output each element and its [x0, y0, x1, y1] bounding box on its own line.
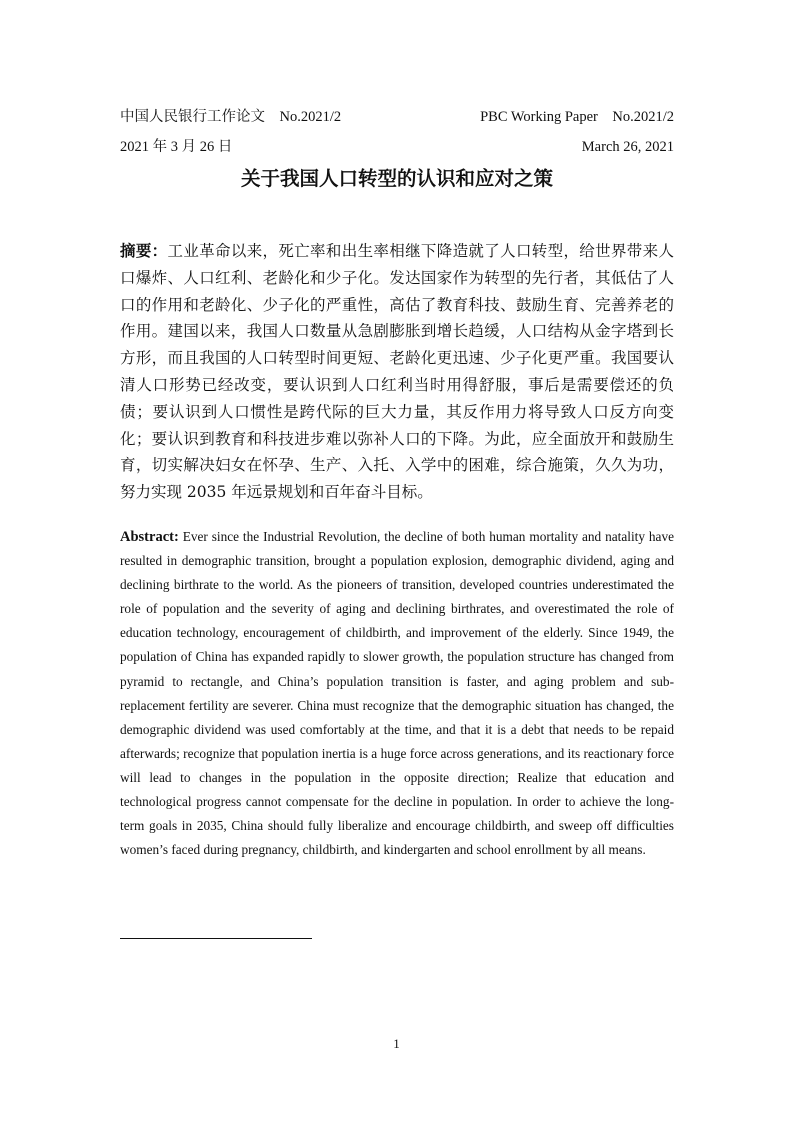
- page-number: 1: [393, 1036, 400, 1051]
- abstract-en: [120, 525, 674, 862]
- series-label-en: PBC Working Paper No.2021/2: [480, 109, 674, 125]
- paper-title: 关于我国人口转型的认识和应对之策: [240, 167, 553, 190]
- abstract-en-text: Ever since the Industrial Revolution, the decline of both human mortality and natality have resulted in demographic transition, brought a population explosion, demographic dividend, aging and declining birthrate to the world. As the pioneers of transition, developed countries underestimated the role of population and the severity of aging and declining birthrates, and overestimated the role of education technology, encouragement of childbirth, and improvement of the elderly. Since 1949, the population of China has expanded rapidly to slower growth, the population structure has changed from pyramid to rectangle, and China’s population transition is faster, and aging problem and sub-replacement fertility are severer. China must recognize that the demographic situation has changed, the demographic dividend was used comfortably at the time, and that it is a debt that needs to be repaid afterwards; recognize that population inertia is a huge force across generations, and its reactionary force will lead to changes in the population in the opposite direction; Realize that education and technological progress cannot compensate for the decline in population. In order to achieve the long-term goals in 2035, China should fully liberalize and encourage childbirth, and sweep off difficulties women’s faced during pregnancy, childbirth, and kindergarten and school enrollment by all means.: [120, 529, 674, 858]
- abstract-cn-text: 工业革命以来，死亡率和出生率相继下降造就了人口转型，给世界带来人口爆炸、人口红利、老龄化和少子化。发达国家作为转型的先行者，其低估了人口的作用和老龄化、少子化的严重性，高估了教育科技、鼓励生育、完善养老的作用。建国以来，我国人口数量从急剧膨胀到增长趋缓，人口结构从金字塔到长方形，而且我国的人口转型时间更短、老龄化更迅速、少子化更严重。我国要认清人口形势已经改变，要认识到人口红利当时用得舒服，事后是需要偿还的负债；要认识到人口惯性是跨代际的巨大力量，其反作用力将导致人口反方向变化；要认识到教育和科技进步难以弥补人口的下降。为此，应全面放开和鼓励生育，切实解决妇女在怀孕、生产、入托、入学中的困难，综合施策，久久为功，努力实现 2035 年远景规划和百年奋斗目标。: [120, 242, 674, 502]
- date-en: March 26, 2021: [581, 139, 674, 155]
- abstract-en-label: Abstract:: [120, 529, 179, 545]
- abstract-cn: [120, 238, 674, 506]
- abstract-cn-label: 摘要：: [120, 242, 168, 260]
- series-label-cn: 中国人民银行工作论文 No.2021/2: [120, 109, 342, 125]
- footnote-divider: [120, 938, 312, 939]
- date-cn: 2021 年 3 月 26 日: [120, 139, 233, 155]
